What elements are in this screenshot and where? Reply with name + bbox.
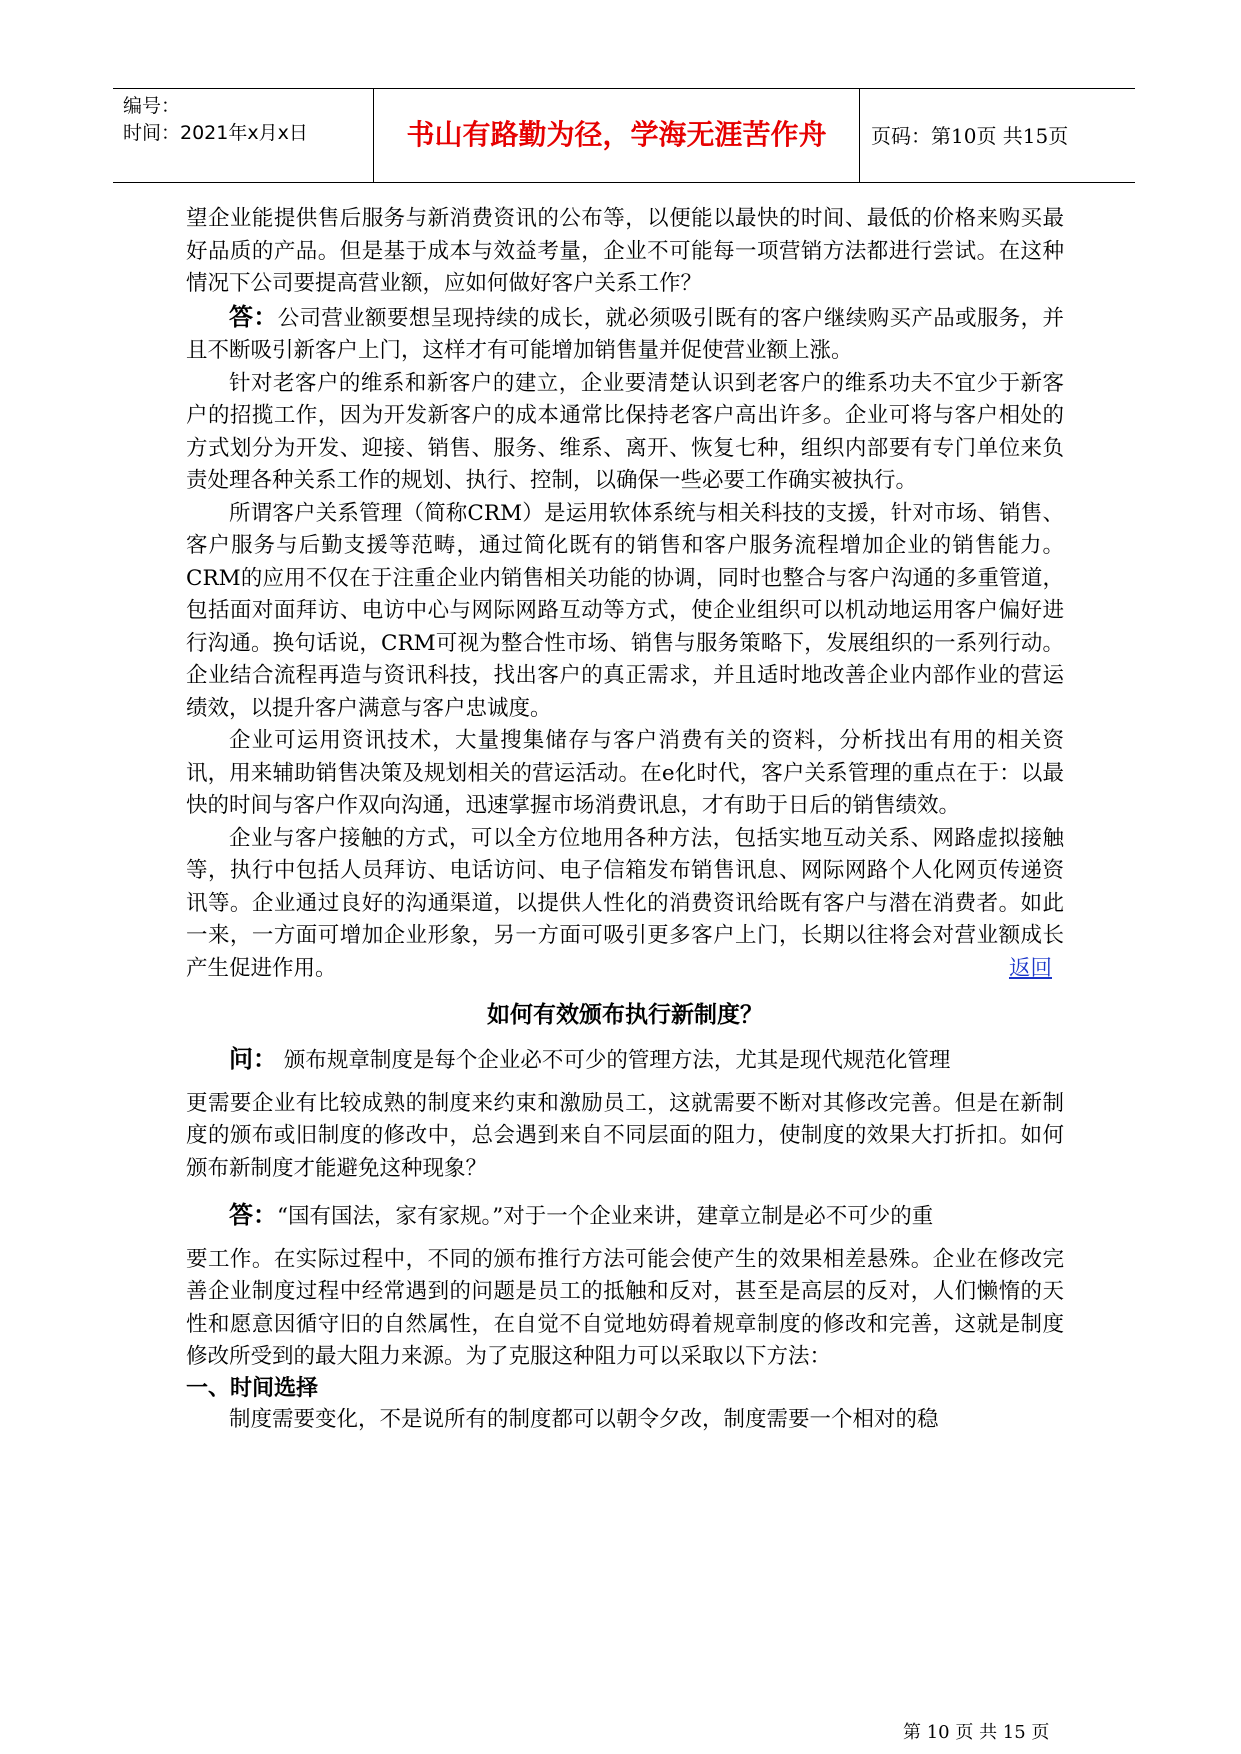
answer-label: 答： — [229, 302, 278, 331]
paragraph-contact-methods — [186, 823, 1064, 986]
answer-paragraph-1 — [186, 301, 1064, 368]
page-footer: 第 10 页 共 15 页 — [903, 1722, 1050, 1743]
answer-text: 公司营业额要想呈现持续的成长，就必须吸引既有的客户继续购买产品或服务，并且不断吸引新客户上门，这样才有可能增加销售量并促使营业额上涨。 — [186, 305, 1064, 363]
question-label: 问： — [229, 1045, 277, 1073]
back-link[interactable]: 返回 — [1008, 955, 1052, 981]
paragraph-info-technology: 企业可运用资讯技术，大量搜集储存与客户消费有关的资料，分析找出有用的相关资讯，用来辅助销售决策及规划相关的营运活动。在e化时代，客户关系管理的重点在于：以最快的时间与客户作双向沟通，迅速掌握市场消费讯息，才有助于日后的销售绩效。 — [186, 728, 1064, 818]
answer-first-text: “国有国法，家有家规。”对于一个企业来讲，建章立制是必不可少的重 — [277, 1204, 934, 1229]
document-date: 时间：2021年x月x日 — [123, 122, 308, 144]
contact-methods-text: 企业与客户接触的方式，可以全方位地用各种方法，包括实地互动关系、网路虚拟接触等，执行中包括人员拜访、电话访问、电子信箱发布销售讯息、网际网路个人化网页传递资讯等。企业通过良好的沟通渠道，以提供人性化的消费资讯给既有客户与潜在消费者。如此一来，一方面可增加企业形象，另一方面可吸引更多客户上门，长期以往将会对营业额成长产生促进作用。 — [186, 825, 1064, 981]
header-page-cell — [861, 89, 1135, 182]
document-body — [186, 203, 1064, 1436]
section-title: 如何有效颁布执行新制度？ — [487, 1002, 763, 1028]
question-first-line — [186, 1043, 1064, 1078]
header-page-number: 页码：第10页 共15页 — [871, 124, 1069, 148]
question-continuation: 更需要企业有比较成熟的制度来约束和激励员工，这就需要不断对其修改完善。但是在新制度的颁布或旧制度的修改中，总会遇到来自不同层面的阻力，使制度的效果大打折扣。如何颁布新制度才能避免这种现象？ — [186, 1090, 1064, 1181]
header-table — [113, 88, 1135, 183]
answer-label-2: 答： — [229, 1201, 277, 1229]
paragraph-question-continuation: 望企业能提供售后服务与新消费资讯的公布等，以便能以最快的时间、最低的价格来购买最好品质的产品。但是基于成本与效益考量，企业不可能每一项营销方法都进行尝试。在这种情况下公司要提高营业额，应如何做好客户关系工作？ — [186, 206, 1064, 296]
document-number-label: 编号： — [123, 95, 181, 117]
paragraph-customer-retention: 针对老客户的维系和新客户的建立，企业要清楚认识到老客户的维系功夫不宜少于新客户的招揽工作，因为开发新客户的成本通常比保持老客户高出许多。企业可将与客户相处的方式划分为开发、迎接、销售、服务、维系、离开、恢复七种，组织内部要有专门单位来负责处理各种关系工作的规划、执行、控制，以确保一些必要工作确实被执行。 — [186, 370, 1064, 493]
header-meta-cell — [113, 89, 374, 182]
paragraph-time-selection: 制度需要变化，不是说所有的制度都可以朝令夕改，制度需要一个相对的稳 — [229, 1406, 939, 1432]
paragraph-crm-definition: 所谓客户关系管理（简称CRM）是运用软体系统与相关科技的支援，针对市场、销售、客户服务与后勤支援等范畴，通过简化既有的销售和客户服务流程增加企业的销售能力。CRM的应用不仅在于注重企业内销售相关功能的协调，同时也整合与客户沟通的多重管道，包括面对面拜访、电访中心与网际网路互动等方式，使企业组织可以机动地运用客户偏好进行沟通。换句话说，CRM可视为整合性市场、销售与服务策略下，发展组织的一系列行动。企业结合流程再造与资讯科技，找出客户的真正需求，并且适时地改善企业内部作业的营运绩效，以提升客户满意与客户忠诚度。 — [186, 500, 1064, 721]
answer-continuation: 要工作。在实际过程中，不同的颁布推行方法可能会使产生的效果相差悬殊。企业在修改完善企业制度过程中经常遇到的问题是员工的抵触和反对，甚至是高层的反对，人们懒惰的天性和愿意因循守旧的自然属性，在自觉不自觉地妨碍着规章制度的修改和完善，这就是制度修改所受到的最大阻力来源。为了克服这种阻力可以采取以下方法： — [186, 1246, 1064, 1369]
answer-first-line — [186, 1199, 1064, 1234]
question-first-text: 颁布规章制度是每个企业必不可少的管理方法，尤其是现代规范化管理 — [283, 1048, 951, 1073]
header-motto-cell — [374, 89, 860, 182]
header-motto: 书山有路勤为径，学海无涯苦作舟 — [406, 118, 827, 151]
subheading-time-selection: 一、时间选择 — [186, 1375, 319, 1401]
